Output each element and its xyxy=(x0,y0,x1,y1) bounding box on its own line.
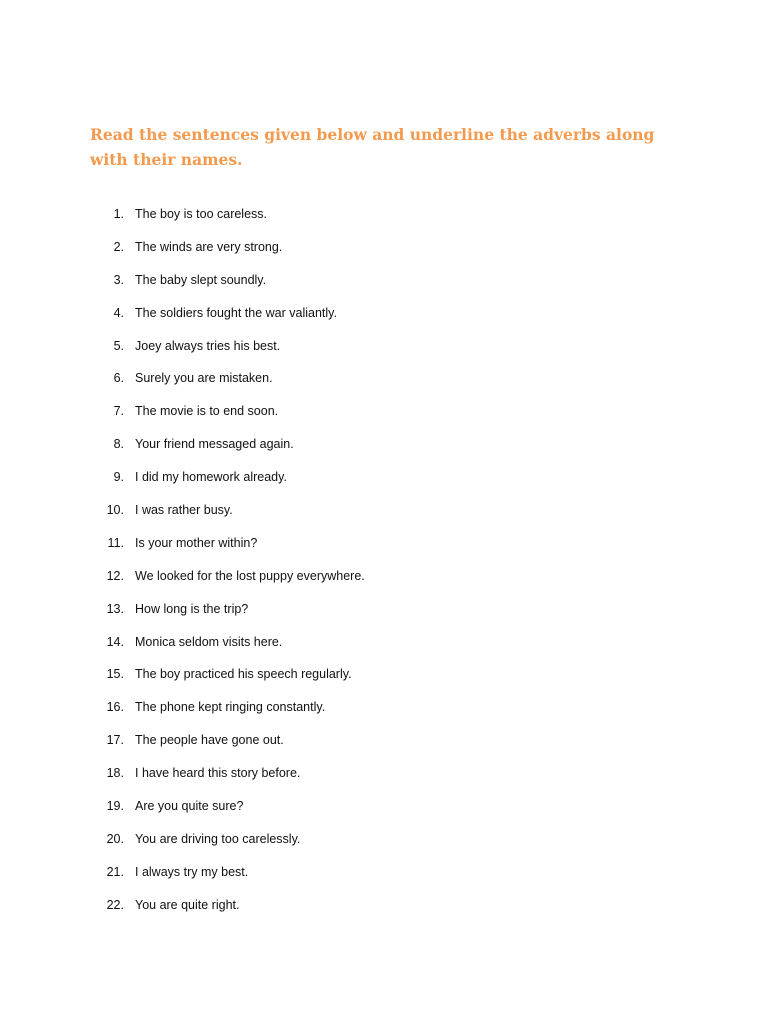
question-number: 7. xyxy=(113,404,124,419)
question-text: The winds are very strong. xyxy=(135,239,283,254)
question-number: 8. xyxy=(113,437,124,452)
question-number: 5. xyxy=(113,338,124,353)
question-number: 18. xyxy=(106,766,124,781)
question-text: I did my homework already. xyxy=(135,470,287,485)
question-text: The phone kept ringing constantly. xyxy=(135,700,326,715)
question-text: Your friend messaged again. xyxy=(135,437,294,452)
question-text: The soldiers fought the war valiantly. xyxy=(135,305,337,320)
question-text: Is your mother within? xyxy=(135,535,258,550)
question-number: 9. xyxy=(113,470,124,485)
question-number: 21. xyxy=(106,864,124,879)
question-text: You are quite right. xyxy=(135,897,240,912)
question-number: 22. xyxy=(106,897,124,912)
question-text: Joey always tries his best. xyxy=(135,338,281,353)
question-text: Surely you are mistaken. xyxy=(135,371,273,386)
question-text: The people have gone out. xyxy=(135,733,284,748)
question-number: 2. xyxy=(113,239,124,254)
question-number: 10. xyxy=(106,503,124,518)
question-number: 12. xyxy=(106,568,124,583)
question-number: 3. xyxy=(113,272,124,287)
question-text: You are driving too carelessly. xyxy=(135,831,301,846)
question-number: 1. xyxy=(113,207,124,221)
question-text: I always try my best. xyxy=(135,864,249,879)
question-number: 14. xyxy=(106,634,124,649)
question-text: I have heard this story before. xyxy=(135,766,301,781)
question-number: 4. xyxy=(113,305,124,320)
question-text: The boy practiced his speech regularly. xyxy=(135,667,352,682)
question-number: 11. xyxy=(107,535,124,550)
question-text: I was rather busy. xyxy=(135,503,233,518)
question-number: 6. xyxy=(113,371,124,386)
question-number: 20. xyxy=(106,831,124,846)
question-text: We looked for the lost puppy everywhere. xyxy=(135,568,365,583)
question-number: 17. xyxy=(106,733,124,748)
question-text: The movie is to end soon. xyxy=(135,404,279,419)
question-number: 13. xyxy=(106,601,124,616)
question-text: How long is the trip? xyxy=(135,601,249,616)
question-number: 15. xyxy=(106,667,124,682)
question-number: 19. xyxy=(106,799,124,814)
question-number: 16. xyxy=(106,700,124,715)
question-text: The baby slept soundly. xyxy=(135,272,267,287)
instructions-heading: Read the sentences given below and underline the adverbs along with their names. xyxy=(90,125,655,169)
question-text: The boy is too careless. xyxy=(135,207,268,221)
question-text: Are you quite sure? xyxy=(135,799,244,814)
question-text: Monica seldom visits here. xyxy=(135,634,283,649)
